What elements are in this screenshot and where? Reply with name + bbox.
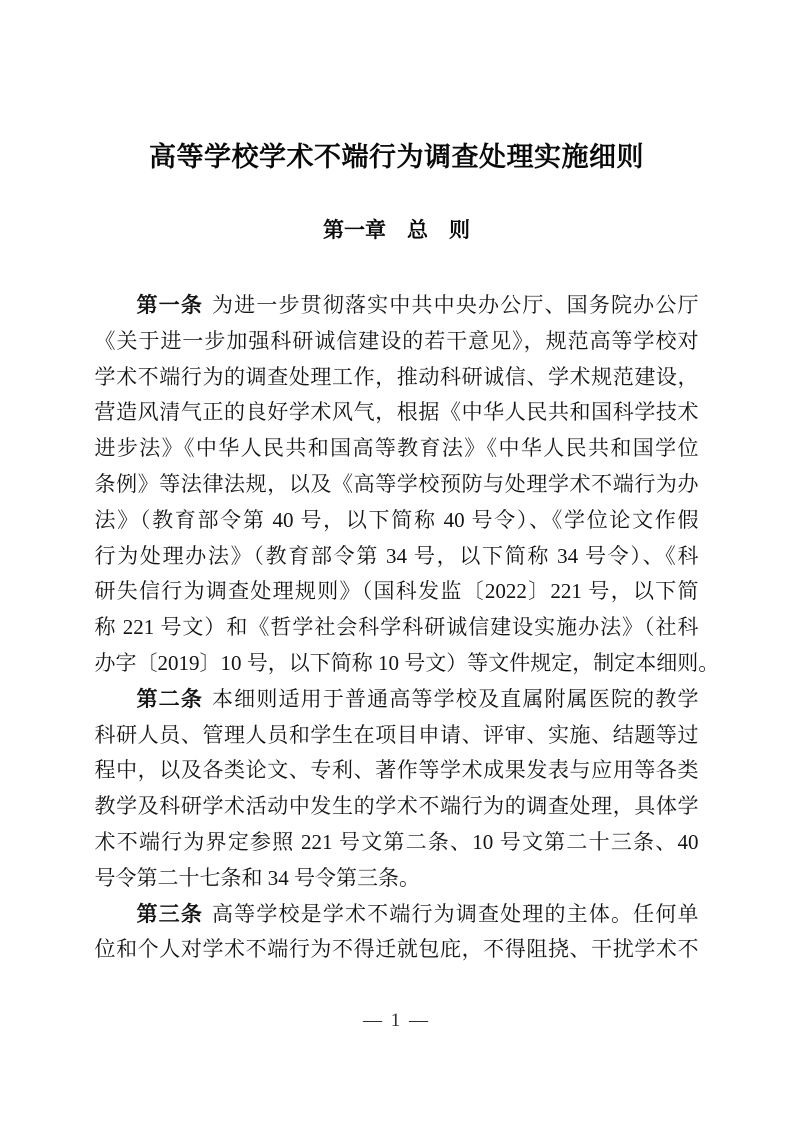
text-line: 位和个人对学术不端行为不得迁就包庇，不得阻挠、干扰学术不: [94, 937, 699, 962]
article-label: 第二条: [136, 686, 203, 711]
text-line: 教学及科研学术活动中发生的学术不端行为的调查处理，具体学: [94, 794, 699, 819]
text-line: 办字〔2019〕10 号，以下简称 10 号文）等文件规定，制定本细则。: [94, 650, 720, 675]
text-line: 法》（教育部令第 40 号，以下简称 40 号令）、《学位论文作假: [94, 507, 699, 532]
text-line: 第三条 高等学校是学术不端行为调查处理的主体。任何单: [136, 901, 699, 926]
text-line: 条例》等法律法规，以及《高等学校预防与处理学术不端行为办: [94, 471, 699, 496]
text-line: 号令第二十七条和 34 号令第三条。: [94, 865, 420, 890]
article-label: 第一条: [136, 293, 203, 317]
text-line: 第一条 为进一步贯彻落实中共中央办公厅、国务院办公厅: [136, 293, 699, 317]
text-line: 进步法》《中华人民共和国高等教育法》《中华人民共和国学位: [94, 436, 699, 461]
text-line: 行为处理办法》（教育部令第 34 号，以下简称 34 号令）、《科: [94, 543, 699, 568]
text-line: 营造风清气正的良好学术风气，根据《中华人民共和国科学技术: [94, 400, 699, 425]
document-title: 高等学校学术不端行为调查处理实施细则: [149, 142, 644, 172]
text-line: 《关于进一步加强科研诚信建设的若干意见》，规范高等学校对: [94, 328, 699, 353]
chapter-heading: 第一章 总 则: [323, 219, 470, 242]
article-label: 第三条: [136, 901, 203, 926]
text-line: 学术不端行为的调查处理工作，推动科研诚信、学术规范建设，: [94, 364, 699, 389]
text-line: 研失信行为调查处理规则》（国科发监〔2022〕221 号，以下简: [94, 579, 699, 604]
text-line: 程中，以及各类论文、专利、著作等学术成果发表与应用等各类: [94, 758, 699, 783]
text-line: 第二条 本细则适用于普通高等学校及直属附属医院的教学: [136, 686, 699, 711]
document-body: [94, 288, 720, 968]
article: [94, 288, 720, 682]
article: [95, 682, 699, 897]
text-line: 术不端行为界定参照 221 号文第二条、10 号文第二十三条、40: [94, 829, 699, 854]
article: [95, 897, 699, 969]
text-line: 称 221 号文）和《哲学社会科学科研诚信建设实施办法》（社科: [94, 615, 699, 640]
page-number: — 1 —: [363, 1010, 430, 1032]
text-line: 科研人员、管理人员和学生在项目申请、评审、实施、结题等过: [94, 722, 699, 747]
